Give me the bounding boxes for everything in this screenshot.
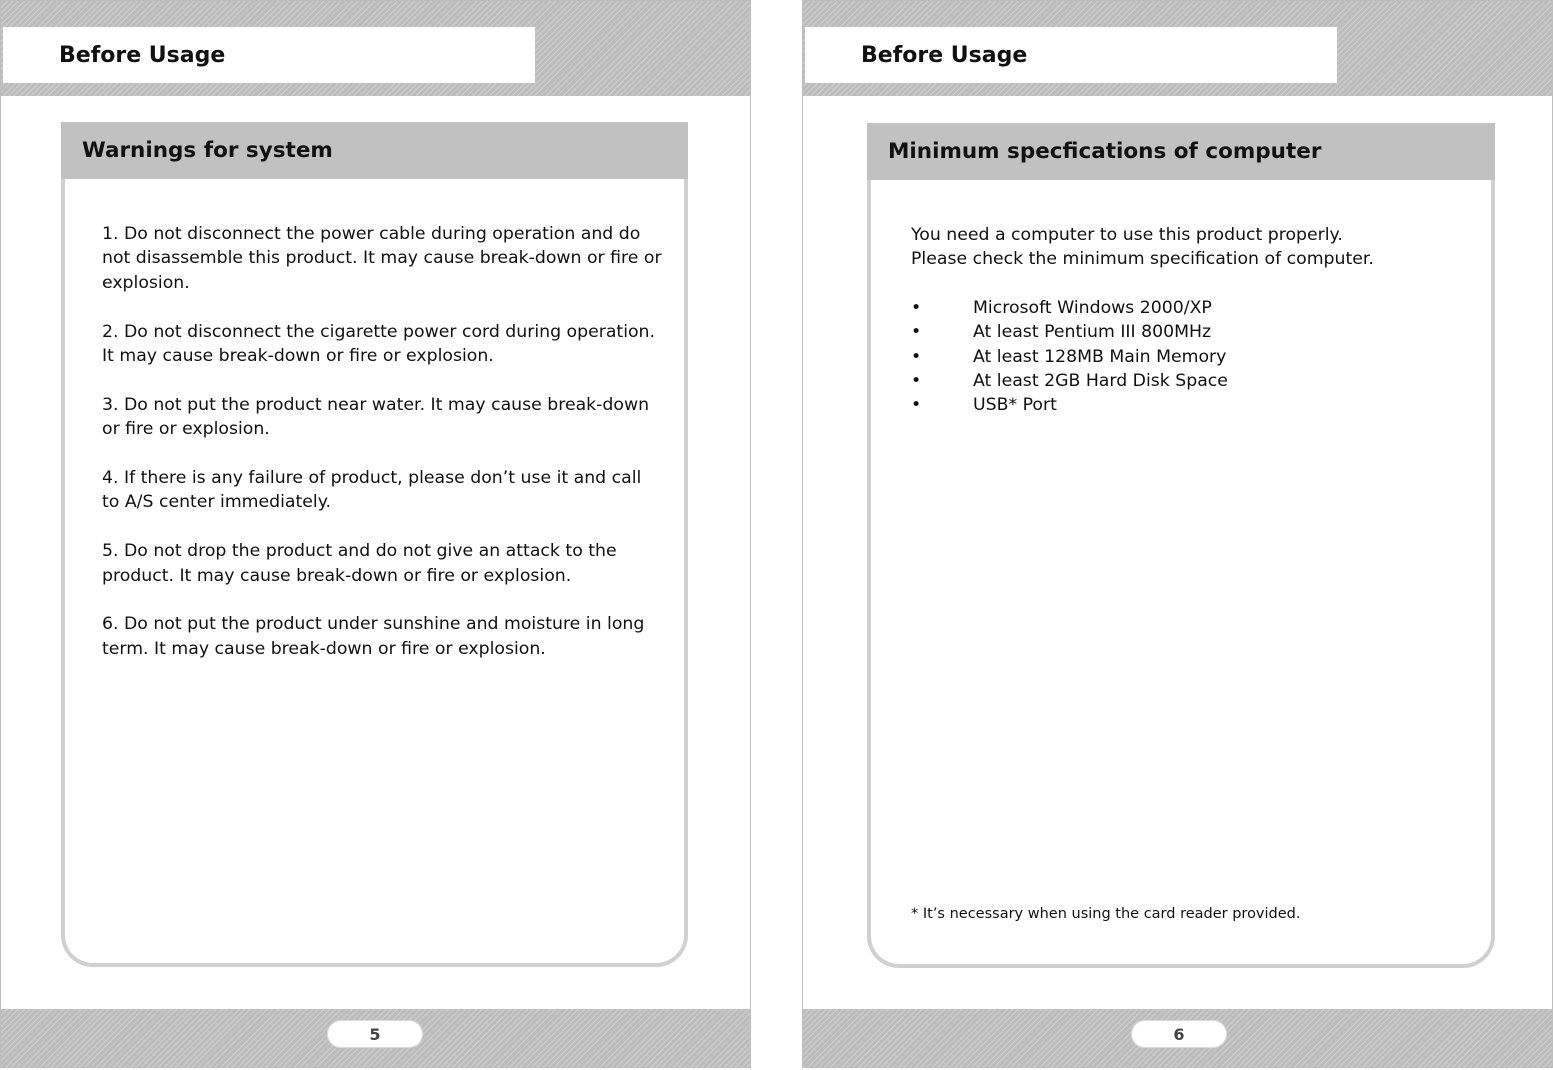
page-number: 5	[327, 1020, 423, 1048]
requirement-text: USB* Port	[973, 395, 1057, 416]
header-box	[805, 27, 1337, 83]
header-title: Before Usage	[861, 42, 1028, 68]
panel-header	[867, 123, 1495, 180]
header-box	[3, 27, 535, 83]
list-item	[911, 296, 1471, 320]
section-title: Warnings for system	[82, 138, 333, 163]
requirement-text: At least 128MB Main Memory	[973, 346, 1227, 367]
left-page	[0, 0, 751, 1068]
warning-item: 2. Do not disconnect the cigarette power cord during operation. It may cause break-down or fire or explosion.	[102, 321, 656, 367]
right-page	[802, 0, 1553, 1068]
warning-item: 5. Do not drop the product and do not give an attack to the product. It may cause break-down or fire or explosion.	[102, 541, 617, 586]
list-item	[911, 393, 1471, 417]
footnote: * It’s necessary when using the card reader provided.	[911, 906, 1301, 922]
warnings-list	[102, 222, 662, 686]
intro-text: You need a computer to use this product properly.	[911, 225, 1343, 245]
list-item	[911, 369, 1471, 393]
page-number: 6	[1131, 1020, 1227, 1048]
warning-item: 4. If there is any failure of product, please don’t use it and call to A/S center immediately.	[102, 468, 642, 513]
specifications-body	[911, 223, 1471, 418]
bullet-icon: •	[911, 370, 922, 391]
requirements-list	[911, 296, 1471, 418]
panel-header	[61, 122, 688, 179]
intro-text: Please check the minimum specification of computer.	[911, 249, 1374, 270]
list-item	[911, 345, 1471, 369]
bullet-icon: •	[911, 322, 922, 343]
requirement-text: At least Pentium III 800MHz	[973, 322, 1212, 343]
warning-item: 3. Do not put the product near water. It may cause break-down or fire or explosion.	[102, 394, 650, 440]
warnings-panel	[61, 122, 688, 967]
requirement-text: Microsoft Windows 2000/XP	[973, 297, 1212, 318]
requirement-text: At least 2GB Hard Disk Space	[973, 370, 1228, 391]
bullet-icon: •	[911, 297, 922, 318]
list-item	[911, 320, 1471, 344]
warning-item: 1. Do not disconnect the power cable during operation and do not disassemble this product. It may cause break-down or fire or explosion.	[102, 224, 662, 293]
section-title: Minimum specfications of computer	[888, 139, 1322, 164]
bullet-icon: •	[911, 346, 922, 367]
header-title: Before Usage	[59, 42, 226, 68]
specifications-panel	[867, 123, 1495, 968]
warning-item: 6. Do not put the product under sunshine and moisture in long term. It may cause break-down or fire or explosion.	[102, 614, 645, 659]
bullet-icon: •	[911, 395, 922, 416]
